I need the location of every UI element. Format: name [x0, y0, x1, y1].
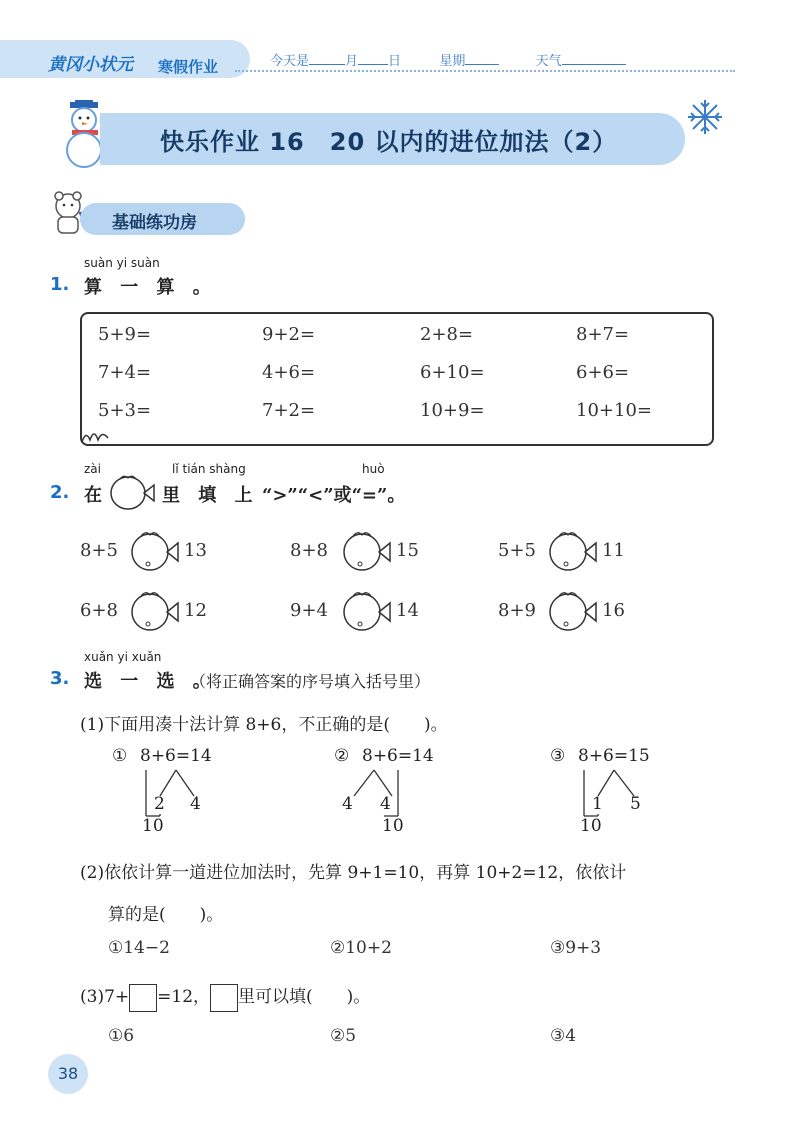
calc-item: 10+9= [420, 400, 485, 421]
split-value: 4 [190, 794, 201, 814]
date-weekday-label: 星期 [439, 54, 466, 69]
q3-note: （将正确答案的序号填入括号里） [190, 672, 431, 691]
grass-decoration-icon [80, 424, 110, 444]
q3-sub2-option[interactable]: ③9+3 [550, 938, 602, 958]
compare-left: 6+8 [80, 600, 118, 621]
ten-value: 10 [142, 816, 164, 836]
month-blank[interactable] [309, 64, 345, 65]
split-value: 4 [380, 794, 391, 814]
q3-sub2-line1: (2)依依计算一道进位加法时，先算 9+1=10，再算 10+2=12，依依计 [80, 863, 627, 883]
q3-text: 选 一 选 。 [84, 671, 217, 692]
ten-value: 10 [580, 816, 602, 836]
date-day-label: 日 [388, 54, 402, 69]
compare-circle[interactable] [544, 528, 600, 578]
date-weather-label: 天气 [535, 54, 562, 69]
compare-circle[interactable] [338, 588, 394, 638]
calc-item: 7+2= [262, 400, 316, 421]
q3-pinyin: xuǎn yi xuǎn [84, 650, 162, 664]
q3-sub2-option[interactable]: ②10+2 [330, 938, 392, 958]
calc-item: 8+7= [576, 324, 630, 345]
q2-pinyin-litianshang: lǐ tián shàng [172, 462, 246, 476]
diagram-mark: ② [334, 746, 350, 766]
q2-text-zai: 在 [84, 485, 108, 506]
weather-blank[interactable] [562, 64, 626, 65]
ten-value: 10 [382, 816, 404, 836]
q3-sub3-line [80, 982, 370, 1012]
compare-circle[interactable] [338, 528, 394, 578]
compare-right: 16 [602, 600, 625, 621]
calc-item: 7+4= [98, 362, 152, 383]
diagram-expr: 8+6=15 [578, 746, 650, 766]
split-value: 4 [342, 794, 353, 814]
compare-left: 9+4 [290, 600, 328, 621]
calc-item: 2+8= [420, 324, 474, 345]
diagram-mark: ① [112, 746, 128, 766]
header-divider [235, 70, 735, 72]
q3-sub3-option[interactable]: ②5 [330, 1026, 357, 1046]
compare-right: 13 [184, 540, 207, 561]
q3-sub3-middle: =12， [157, 987, 211, 1007]
compare-right: 12 [184, 600, 207, 621]
date-today-label: 今天是 [270, 54, 310, 69]
split-value: 1 [592, 794, 603, 814]
snowflake-icon [686, 98, 724, 136]
fish-circle-icon [108, 473, 158, 513]
compare-right: 14 [396, 600, 419, 621]
q3-sub1-text: (1)下面用凑十法计算 8+6，不正确的是( )。 [80, 715, 448, 735]
page-title: 快乐作业 16 20 以内的进位加法（2） [160, 128, 618, 156]
calc-item: 9+2= [262, 324, 316, 345]
q3-sub3-suffix: 里可以填( )。 [238, 987, 371, 1007]
page-number: 38 [48, 1054, 88, 1094]
q2-text-rest: 里 填 上 [162, 485, 259, 506]
q3-sub3-option[interactable]: ①6 [108, 1026, 135, 1046]
compare-circle[interactable] [126, 528, 182, 578]
calc-item: 6+10= [420, 362, 485, 383]
weekday-blank[interactable] [465, 64, 499, 65]
compare-right: 15 [396, 540, 419, 561]
answer-box[interactable] [129, 984, 157, 1012]
q1-number: 1. [50, 274, 70, 295]
calc-item: 6+6= [576, 362, 630, 383]
compare-left: 8+5 [80, 540, 118, 561]
q3-sub2-option[interactable]: ①14−2 [108, 938, 170, 958]
diagram-mark: ③ [550, 746, 566, 766]
date-line [270, 50, 626, 69]
day-blank[interactable] [358, 64, 388, 65]
q2-pinyin-huo: huò [362, 462, 385, 476]
section-label: 基础练功房 [112, 213, 197, 233]
calc-item: 10+10= [576, 400, 652, 421]
calc-item: 5+9= [98, 324, 152, 345]
q3-sub2-line2: 算的是( )。 [108, 905, 224, 925]
calc-item: 5+3= [98, 400, 152, 421]
compare-left: 8+8 [290, 540, 328, 561]
q2-text-symbols: “>”“<”或“=”。 [262, 485, 406, 506]
calc-item: 4+6= [262, 362, 316, 383]
compare-right: 11 [602, 540, 625, 561]
q2-pinyin-zai: zài [84, 462, 101, 476]
brand-subtitle: 寒假作业 [158, 58, 219, 76]
split-value: 5 [630, 794, 641, 814]
compare-circle[interactable] [126, 588, 182, 638]
q2-number: 2. [50, 482, 70, 503]
q3-sub3-option[interactable]: ③4 [550, 1026, 577, 1046]
compare-left: 5+5 [498, 540, 536, 561]
brand-logo: 黄冈小状元 [48, 55, 133, 75]
split-value: 2 [154, 794, 165, 814]
diagram-expr: 8+6=14 [362, 746, 434, 766]
q1-text: 算 一 算 。 [84, 277, 217, 298]
compare-circle[interactable] [544, 588, 600, 638]
compare-left: 8+9 [498, 600, 536, 621]
q3-sub3-prefix: (3)7+ [80, 987, 130, 1007]
diagram-expr: 8+6=14 [140, 746, 212, 766]
q1-pinyin: suàn yi suàn [84, 256, 160, 270]
answer-box[interactable] [210, 984, 238, 1012]
date-month-label: 月 [345, 54, 359, 69]
q3-number: 3. [50, 668, 70, 689]
